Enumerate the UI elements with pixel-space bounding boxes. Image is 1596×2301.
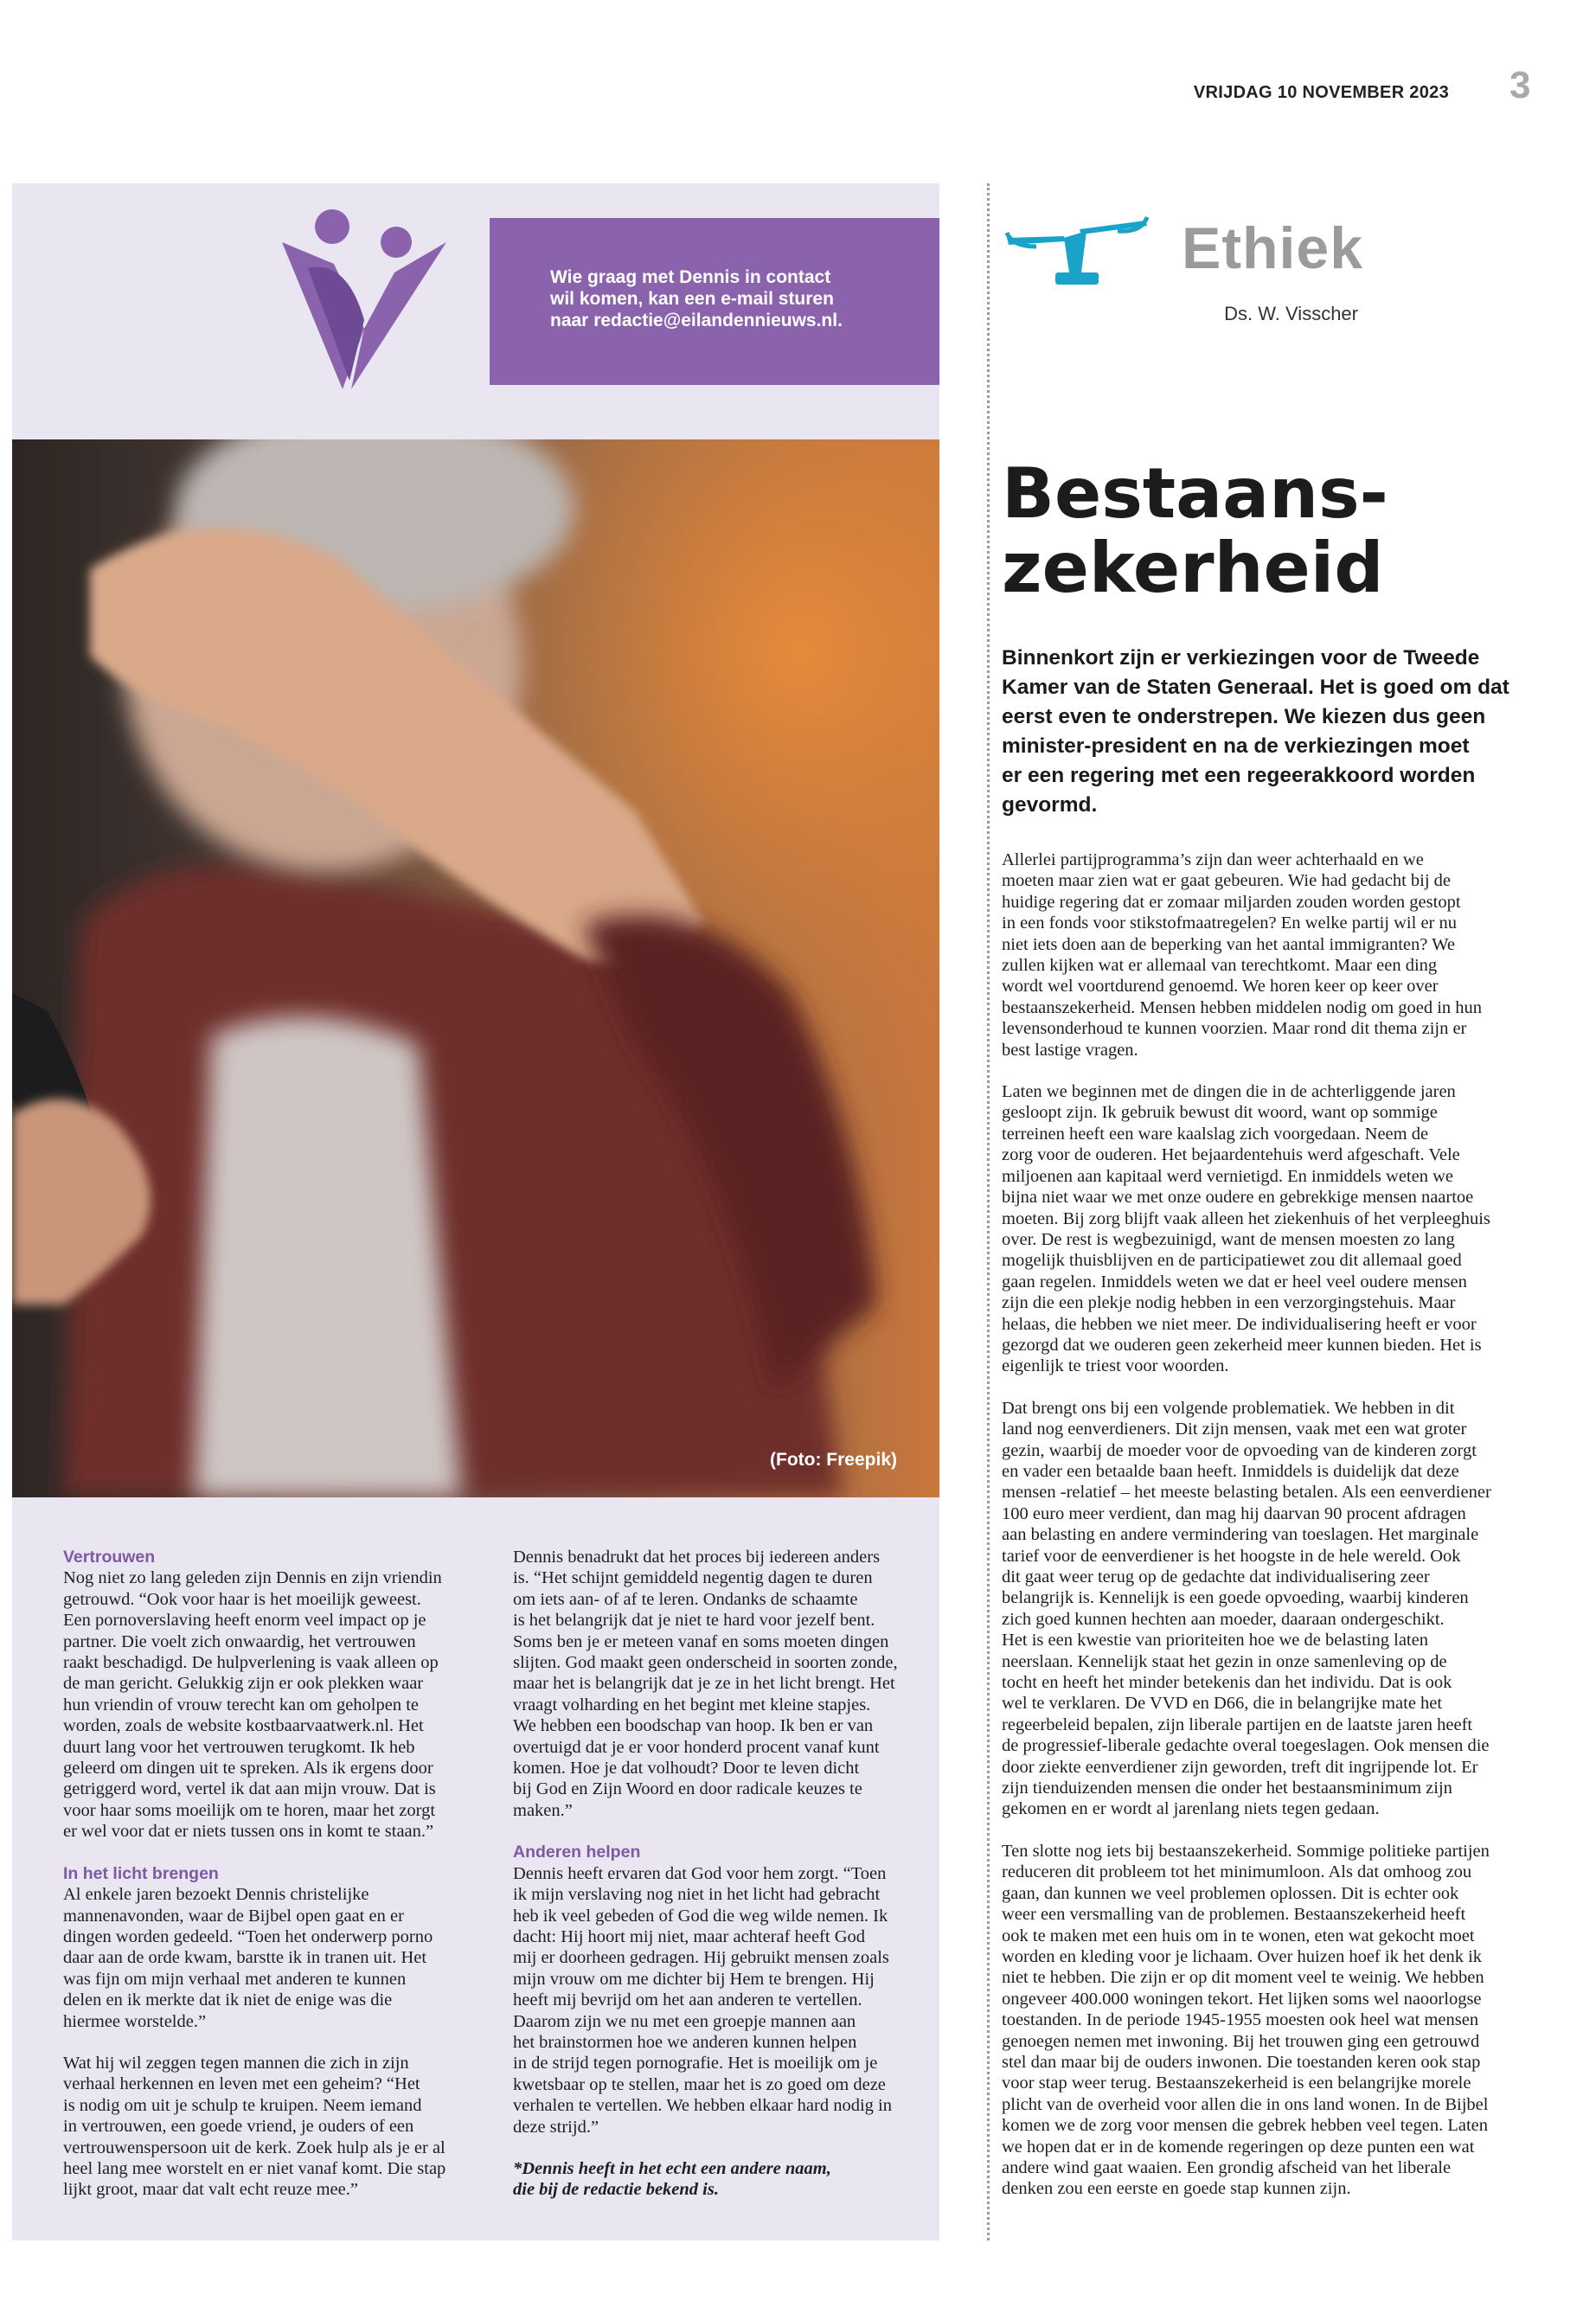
- body-line: toestanden. In de periode 1945-1955 moesten ook heel wat mensen: [1002, 2010, 1479, 2030]
- story-line: heb ik veel gebeden of God die weg wilde nemen. Ik: [513, 1906, 888, 1926]
- story-line: Dennis benadrukt dat het proces bij iedereen anders: [513, 1548, 881, 1567]
- body-line: gekomen en er wordt al jarenlang niets tegen gedaan.: [1002, 1799, 1380, 1819]
- body-line: denken zou een eerste en goede stap kunnen zijn.: [1002, 2179, 1351, 2199]
- article-intro: [1002, 644, 1555, 820]
- story-line: mij er doorheen gedragen. Hij gebruikt mensen zoals: [513, 1948, 889, 1968]
- body-line: bijna niet waar we met onze oudere en gebrekkige mensen naartoe: [1002, 1188, 1474, 1208]
- article-photo: [12, 439, 939, 1497]
- body-line: komen we de zorg voor mensen die gebrek hebben veel tegen. Laten: [1002, 2116, 1489, 2136]
- body-line: de progressief-liberale gedachte overal toegeslagen. Ook mensen die: [1002, 1736, 1490, 1756]
- body-line: dit gaat weer terug op de gedachte dat individualisering zeer: [1002, 1567, 1430, 1586]
- contact-line: wil komen, kan een e-mail sturen: [550, 289, 834, 309]
- balance-scale-icon: [1003, 212, 1149, 290]
- body-line: mensen -relatief – het meeste belasting betalen. Als een eenverdiener: [1002, 1483, 1491, 1503]
- story-line: om iets aan- of af te leren. Ondanks de schaamte: [513, 1589, 858, 1609]
- subheading: In het licht brengen: [63, 1863, 219, 1883]
- body-line: ongeveer 400.000 woningen tekort. Het lijken soms wel naoorlogse: [1002, 1989, 1482, 2009]
- story-line: dingen worden gedeeld. “Toen het onderwerp porno: [63, 1926, 433, 1946]
- headline-line: Bestaans-: [1002, 453, 1388, 534]
- paragraph-gap: [1002, 1061, 1555, 1081]
- body-line: regeerbeleid bepalen, zijn liberale partijen en de laatste jaren heeft: [1002, 1715, 1473, 1734]
- subheading: Vertrouwen: [63, 1548, 156, 1567]
- story-line: Nog niet zo lang geleden zijn Dennis en zijn vriendin: [63, 1568, 442, 1588]
- story-line: bij God en Zijn Woord en door radicale keuzes te: [513, 1779, 862, 1799]
- body-line: Dat brengt ons bij een volgende problematiek. We hebben in dit: [1002, 1398, 1455, 1418]
- story-line: is het belangrijk dat je niet te hard voor jezelf bent.: [513, 1611, 875, 1631]
- article-body: [1002, 849, 1555, 2200]
- body-line: genoegen nemen met inwoning. Bij het trouwen ging een getrouwd: [1002, 2031, 1480, 2051]
- story-line: Al enkele jaren bezoekt Dennis christelijke: [63, 1885, 369, 1905]
- story-line: verhalen te vertellen. We hebben elkaar hard nodig in: [513, 2096, 892, 2116]
- body-line: gezin, waarbij de moeder voor de opvoeding van de kinderen zorgt: [1002, 1440, 1477, 1460]
- story-line: in de strijd tegen pornografie. Het is moeilijk om je: [513, 2054, 878, 2073]
- paragraph-gap: [1002, 1820, 1555, 1841]
- body-line: eigenlijk te triest voor woorden.: [1002, 1356, 1229, 1376]
- intro-line: er een regering met een regeerakkoord worden: [1002, 764, 1476, 787]
- paragraph-gap: [63, 1843, 487, 1863]
- paragraph-gap: [513, 2138, 945, 2158]
- footnote-line: die bij de redactie bekend is.: [513, 2180, 719, 2200]
- story-line: kwetsbaar op te stellen, maar het is zo goed om deze: [513, 2074, 886, 2094]
- body-line: zijn tienduizenden mensen die onder het bestaansminimum zijn: [1002, 1779, 1452, 1798]
- story-line: geleerd om dingen uit te spreken. Als ik ergens door: [63, 1759, 433, 1779]
- intro-line: Kamer van de Staten Generaal. Het is goed om dat: [1002, 676, 1509, 699]
- edition-date: VRIJDAG 10 NOVEMBER 2023: [1193, 83, 1449, 102]
- intro-line: gevormd.: [1002, 793, 1098, 817]
- body-line: 100 euro meer verdient, dan mag hij daarvan 90 procent afdragen: [1002, 1503, 1466, 1523]
- story-line: slijten. God maakt geen onderscheid in soorten zonde,: [513, 1653, 898, 1673]
- subheading: Anderen helpen: [513, 1843, 641, 1862]
- body-line: ook te maken met een huis om in te wonen, eten wat gekocht moet: [1002, 1926, 1475, 1945]
- story-line: in vertrouwen, een goede vriend, je ouders of een: [63, 2117, 414, 2137]
- story-line: Wat hij wil zeggen tegen mannen die zich in zijn: [63, 2053, 409, 2073]
- story-line: vraagt volharding en het begint met kleine stapjes.: [513, 1695, 871, 1715]
- body-line: over. De rest is wegbezuinigd, want de mensen moesten zo lang: [1002, 1229, 1455, 1249]
- paragraph-gap: [63, 2032, 487, 2053]
- column-author: Ds. W. Visscher: [1224, 303, 1358, 324]
- body-line: in een fonds voor stikstofmaatregelen? En welke partij wil er nu: [1002, 913, 1458, 933]
- story-line: verhaal herkennen en leven met een geheim? “Het: [63, 2074, 420, 2094]
- paragraph-gap: [513, 1821, 945, 1842]
- story-line: We hebben een boodschap van hoop. Ik ben er van: [513, 1716, 874, 1736]
- body-line: tocht en heeft het minder betekenis dan het individu. Dat is ook: [1002, 1673, 1452, 1693]
- story-column-middle: [513, 1547, 945, 2201]
- story-line: Een pornoverslaving heeft enorm veel impact op je: [63, 1611, 426, 1631]
- body-line: wel te verklaren. De VVD en D66, die in belangrijke mate het: [1002, 1694, 1443, 1714]
- body-line: moeten maar zien wat er gaat gebeuren. Wie had gedacht bij de: [1002, 871, 1452, 891]
- story-line: komen. Hoe je dat volhoudt? Door te leven dicht: [513, 1759, 860, 1779]
- organization-logo-icon: [282, 208, 446, 389]
- contact-line: Wie graag met Dennis in contact: [550, 267, 831, 287]
- body-line: en vader een betaalde baan heeft. Inmiddels is duidelijk dat deze: [1002, 1461, 1459, 1481]
- story-line: ik mijn verslaving nog niet in het licht had gebracht: [513, 1885, 881, 1905]
- body-line: wordt wel voortdurend genoemd. We horen keer op keer over: [1002, 977, 1439, 997]
- story-line: voor haar soms moeilijk om te horen, maar het zorgt: [63, 1800, 436, 1820]
- contact-box: [490, 218, 939, 385]
- body-line: gesloopt zijn. Ik gebruik bewust dit woord, want op sommige: [1002, 1103, 1438, 1123]
- body-line: belangrijk is. Kennelijk is een goede opvoeding, waarbij kinderen: [1002, 1588, 1469, 1608]
- column-title: Ethiek: [1182, 215, 1364, 281]
- body-line: Allerlei partijprogramma’s zijn dan weer achterhaald en we: [1002, 850, 1424, 869]
- story-line: deze strijd.”: [513, 2117, 599, 2137]
- body-line: zorg voor de ouderen. Het bejaardentehuis werd afgeschaft. Vele: [1002, 1145, 1460, 1165]
- intro-line: minister-president en na de verkiezingen moet: [1002, 734, 1470, 758]
- body-line: Het is een kwestie van prioriteiten hoe we de belasting laten: [1002, 1631, 1428, 1650]
- body-line: Ten slotte nog iets bij bestaanszekerheid. Sommige politieke partijen: [1002, 1841, 1490, 1861]
- story-line: getrouwd. “Ook voor haar is het moeilijk geweest.: [63, 1589, 421, 1609]
- body-line: niet te hebben. Die zijn er op dit moment veel te weinig. We hebben: [1002, 1968, 1484, 1988]
- body-line: gaan regelen. Inmiddels weten we dat er heel veel oudere mensen: [1002, 1272, 1467, 1292]
- intro-line: Binnenkort zijn er verkiezingen voor de Tweede: [1002, 646, 1480, 670]
- paragraph-gap: [1002, 1377, 1555, 1398]
- story-line: dacht: Hij hoort mij niet, maar achteraf heeft God: [513, 1926, 865, 1946]
- story-line: raakt beschadigd. De hulpverlening is vaak alleen op: [63, 1653, 439, 1673]
- body-line: best lastige vragen.: [1002, 1040, 1138, 1060]
- body-line: stel dan maar bij de ouders inwonen. Die toestanden keren ook stap: [1002, 2052, 1481, 2072]
- story-line: hiermee worstelde.”: [63, 2011, 207, 2031]
- story-line: heeft mij bevrijd om het aan anderen te vertellen.: [513, 1990, 862, 2010]
- story-line: duurt lang voor het vertrouwen terugkomt. Ik heb: [63, 1737, 415, 1757]
- body-line: weer een versmalling van de problemen. Bestaanszekerheid heeft: [1002, 1905, 1466, 1925]
- story-line: de man gericht. Gelukkig zijn er ook plekken waar: [63, 1674, 424, 1694]
- photo-caption: (Foto: Freepik): [770, 1450, 897, 1470]
- story-line: hun vriendin of vrouw terecht kan om geholpen te: [63, 1695, 420, 1715]
- body-line: tarief voor de eenverdiener is het hoogste in de hele wereld. Ook: [1002, 1546, 1461, 1566]
- body-line: niet iets doen aan de beperking van het aantal immigranten? We: [1002, 934, 1455, 954]
- story-line: daar aan de orde kwam, barstte ik in tranen uit. Het: [63, 1948, 427, 1968]
- story-line: getriggerd word, vertel ik dat aan mijn vrouw. Dat is: [63, 1779, 436, 1799]
- body-line: worden en kleding voor je lichaam. Over huizen hoef ik het denk ik: [1002, 1946, 1483, 1966]
- body-line: Laten we beginnen met de dingen die in de achterliggende jaren: [1002, 1082, 1456, 1102]
- body-line: plicht van de overheid voor allen die in ons land wonen. In de Bijbel: [1002, 2094, 1489, 2114]
- body-line: zijn die een plekje nodig hebben in een verzorgingstehuis. Maar: [1002, 1293, 1456, 1313]
- body-line: zullen kijken wat er allemaal van terechtkomt. Maar een ding: [1002, 956, 1438, 976]
- body-line: moeten. Bij zorg blijft vaak alleen het ziekenhuis of het verpleeghuis: [1002, 1208, 1490, 1228]
- story-line: Dennis heeft ervaren dat God voor hem zorgt. “Toen: [513, 1863, 887, 1883]
- article-headline: [1002, 453, 1555, 608]
- column-divider: [987, 183, 990, 2240]
- intro-line: eerst even te onderstrepen. We kiezen dus geen: [1002, 705, 1486, 728]
- story-line: het brainstormen hoe we anderen kunnen helpen: [513, 2032, 857, 2052]
- footnote-line: *Dennis heeft in het echt een andere naam,: [513, 2158, 831, 2178]
- body-line: andere wind gaat waaien. Een grondig afscheid van het liberale: [1002, 2157, 1452, 2177]
- body-line: huidige regering dat er zomaar miljarden zouden worden gestopt: [1002, 892, 1461, 912]
- body-line: neerslaan. Kennelijk staat het gezin in onze samenleving op de: [1002, 1651, 1447, 1671]
- body-line: reduceren dit probleem tot het minimumloon. Als dat omhoog zou: [1002, 1862, 1472, 1882]
- body-line: voor stap weer terug. Bestaanszekerheid is een belangrijke morele: [1002, 2073, 1471, 2093]
- story-line: heel lang mee worstelt en er niet vanaf komt. Die stap: [63, 2158, 446, 2178]
- story-line: delen en ik merkte dat ik niet de enige was die: [63, 1990, 393, 2010]
- body-line: aan belasting en andere vermindering van toeslagen. Het marginale: [1002, 1525, 1479, 1545]
- body-line: bestaanszekerheid. Mensen hebben middelen nodig om goed in hun: [1002, 997, 1483, 1017]
- body-line: land nog eenverdieners. Dit zijn mensen, vaak met een wat groter: [1002, 1420, 1467, 1439]
- body-line: gaan, dan kunnen we veel problemen oplossen. Dit is echter ook: [1002, 1883, 1459, 1903]
- story-line: is. “Het schijnt gemiddeld negentig dagen te duren: [513, 1568, 873, 1588]
- story-line: Soms ben je er meteen vanaf en soms moeten dingen: [513, 1631, 889, 1651]
- body-line: terreinen heeft een ware kaalslag zich voorgedaan. Neem de: [1002, 1124, 1429, 1144]
- body-line: gezorgd dat we ouderen geen zekerheid meer kunnen bieden. Het is: [1002, 1335, 1482, 1355]
- page-number: 3: [1509, 64, 1531, 106]
- story-line: partner. Die voelt zich onwaardig, het vertrouwen: [63, 1631, 416, 1651]
- story-column-left: [63, 1547, 487, 2201]
- story-line: vertrouwenspersoon uit de kerk. Zoek hulp als je er al: [63, 2138, 445, 2157]
- contact-email-line: naar redactie@eilandennieuws.nl.: [550, 311, 843, 330]
- body-line: mogelijk thuisblijven en de participatiewet zou dit allemaal goed: [1002, 1251, 1462, 1271]
- body-line: door ziekte eenverdiener zijn geworden, treft dit ingrijpende lot. Er: [1002, 1757, 1478, 1777]
- story-line: maken.”: [513, 1800, 573, 1820]
- story-line: overtuigd dat je er voor honderd procent vanaf kunt: [513, 1737, 880, 1757]
- body-line: helaas, die hebben we niet meer. De individualisering heeft er voor: [1002, 1314, 1477, 1334]
- story-line: Daarom zijn we nu met een groepje mannen aan: [513, 2011, 856, 2031]
- headline-line: zekerheid: [1002, 528, 1384, 608]
- story-line: maar het is belangrijk dat je ze in het licht brengt. Het: [513, 1674, 895, 1694]
- story-line: er wel voor dat er niets tussen ons in komt te staan.”: [63, 1822, 434, 1842]
- body-line: zich goed kunnen hechten aan moeder, daaraan ondergeschikt.: [1002, 1609, 1445, 1629]
- body-line: miljoenen aan kapitaal werd vernietigd. En inmiddels weten we: [1002, 1166, 1454, 1186]
- story-line: is nodig om uit je schulp te kruipen. Neem iemand: [63, 2095, 422, 2115]
- story-line: lijkt groot, maar dat valt echt reuze mee.”: [63, 2180, 358, 2200]
- body-line: levensonderhoud te kunnen voorzien. Maar rond dit thema zijn er: [1002, 1019, 1467, 1039]
- story-line: was fijn om mijn verhaal met anderen te kunnen: [63, 1969, 407, 1989]
- body-line: we hopen dat er in de komende regeringen op deze punten een wat: [1002, 2137, 1475, 2157]
- story-line: worden, zoals de website kostbaarvaatwerk.nl. Het: [63, 1716, 424, 1736]
- story-line: mijn vrouw om me dichter bij Hem te brengen. Hij: [513, 1969, 875, 1989]
- story-line: mannenavonden, waar de Bijbel open gaat en er: [63, 1906, 404, 1926]
